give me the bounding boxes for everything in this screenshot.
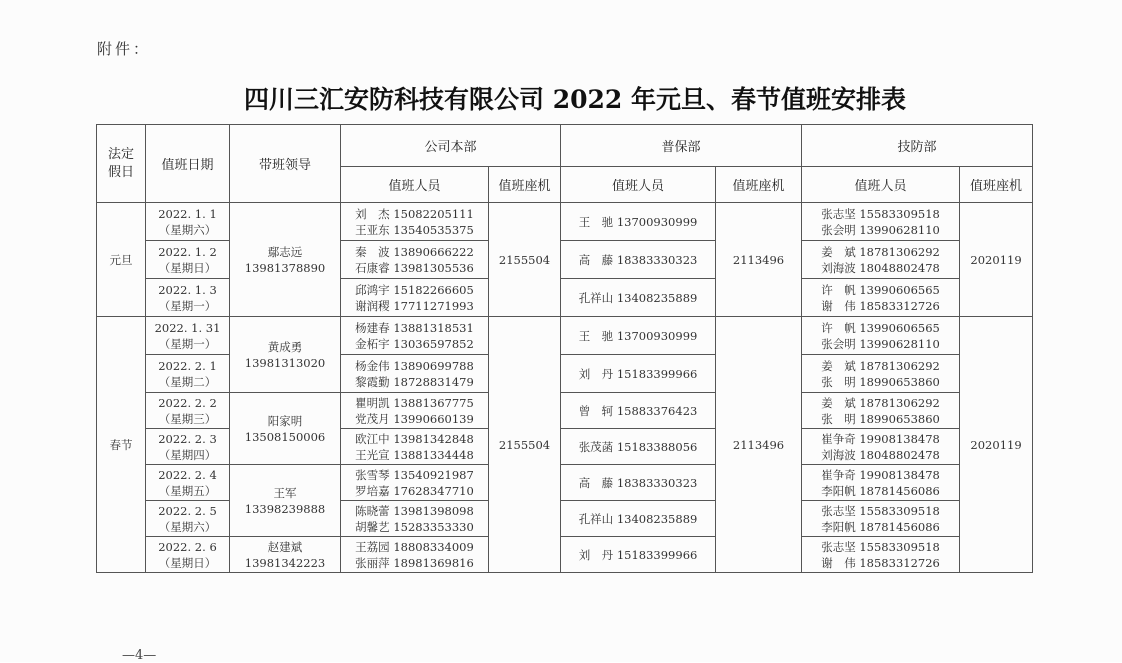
duty-date: 2022. 2. 3 （星期四） xyxy=(146,429,230,465)
header-row-1 xyxy=(97,125,1033,167)
hq-staff: 刘 杰 15082205111 王亚东 13540535375 xyxy=(341,203,489,241)
header-date: 值班日期 xyxy=(146,125,230,203)
leader-cell: 鄢志远 13981378890 xyxy=(230,203,341,317)
table-row xyxy=(97,393,1033,429)
header-hq: 公司本部 xyxy=(341,125,561,167)
duty-date: 2022. 2. 5 （星期六） xyxy=(146,501,230,537)
hq-staff: 王荔园 18808334009 张丽萍 18981369816 xyxy=(341,537,489,573)
header-pubao-phone: 值班座机 xyxy=(716,167,802,203)
pubao-phone: 2113496 xyxy=(716,203,802,317)
jifang-staff: 许 帆 13990606565 张会明 13990628110 xyxy=(802,317,960,355)
leader-cell: 赵建斌 13981342223 xyxy=(230,537,341,573)
jifang-staff: 许 帆 13990606565 谢 伟 18583312726 xyxy=(802,279,960,317)
jifang-phone: 2020119 xyxy=(960,203,1033,317)
hq-staff: 邱鸿宇 15182266605 谢润稷 17711271993 xyxy=(341,279,489,317)
holiday-yuandan: 元旦 xyxy=(97,203,146,317)
pubao-staff: 曾 轲 15883376423 xyxy=(561,393,716,429)
jifang-staff: 姜 斌 18781306292 张 明 18990653860 xyxy=(802,393,960,429)
attachment-label: 附件： xyxy=(97,40,152,58)
hq-staff: 杨金伟 13890699788 黎霞勤 18728831479 xyxy=(341,355,489,393)
header-pubao-staff: 值班人员 xyxy=(561,167,716,203)
pubao-staff: 高 藤 18383330323 xyxy=(561,241,716,279)
duty-date: 2022. 1. 3 （星期一） xyxy=(146,279,230,317)
hq-staff: 杨建春 13881318531 金柘宇 13036597852 xyxy=(341,317,489,355)
jifang-staff: 张志坚 15583309518 张会明 13990628110 xyxy=(802,203,960,241)
pubao-staff: 孔祥山 13408235889 xyxy=(561,501,716,537)
duty-date: 2022. 1. 1 （星期六） xyxy=(146,203,230,241)
pubao-phone: 2113496 xyxy=(716,317,802,573)
holiday-chunjie: 春节 xyxy=(97,317,146,573)
jifang-staff: 张志坚 15583309518 李阳帆 18781456086 xyxy=(802,501,960,537)
header-jifang-staff: 值班人员 xyxy=(802,167,960,203)
duty-date: 2022. 2. 6 （星期日） xyxy=(146,537,230,573)
duty-date: 2022. 1. 31 （星期一） xyxy=(146,317,230,355)
table-row xyxy=(97,203,1033,241)
hq-staff: 欧江中 13981342848 王光宣 13881334448 xyxy=(341,429,489,465)
document-title: 四川三汇安防科技有限公司 2022 年元旦、春节值班安排表 xyxy=(244,85,906,114)
table-row xyxy=(97,465,1033,501)
header-hq-phone: 值班座机 xyxy=(489,167,561,203)
header-hq-staff: 值班人员 xyxy=(341,167,489,203)
duty-date: 2022. 2. 4 （星期五） xyxy=(146,465,230,501)
header-holiday: 法定假日 xyxy=(97,125,146,203)
pubao-staff: 张茂菡 15183388056 xyxy=(561,429,716,465)
jifang-phone: 2020119 xyxy=(960,317,1033,573)
pubao-staff: 王 驰 13700930999 xyxy=(561,203,716,241)
jifang-staff: 张志坚 15583309518 谢 伟 18583312726 xyxy=(802,537,960,573)
hq-staff: 陈晓蕾 13981398098 胡馨艺 15283353330 xyxy=(341,501,489,537)
leader-cell: 阳家明 13508150006 xyxy=(230,393,341,465)
hq-staff: 秦 波 13890666222 石康睿 13981305536 xyxy=(341,241,489,279)
hq-staff: 张雪琴 13540921987 罗培嘉 17628347710 xyxy=(341,465,489,501)
jifang-staff: 姜 斌 18781306292 刘海波 18048802478 xyxy=(802,241,960,279)
jifang-staff: 姜 斌 18781306292 张 明 18990653860 xyxy=(802,355,960,393)
pubao-staff: 孔祥山 13408235889 xyxy=(561,279,716,317)
jifang-staff: 崔争奇 19908138478 李阳帆 18781456086 xyxy=(802,465,960,501)
duty-schedule-table xyxy=(96,124,1033,573)
leader-cell: 黄成勇 13981313020 xyxy=(230,317,341,393)
hq-phone: 2155504 xyxy=(489,203,561,317)
hq-staff: 瞿明凯 13881367775 党茂月 13990660139 xyxy=(341,393,489,429)
pubao-staff: 高 藤 18383330323 xyxy=(561,465,716,501)
header-jifang: 技防部 xyxy=(802,125,1033,167)
header-jifang-phone: 值班座机 xyxy=(960,167,1033,203)
duty-date: 2022. 1. 2 （星期日） xyxy=(146,241,230,279)
leader-cell: 王军 13398239888 xyxy=(230,465,341,537)
table-row xyxy=(97,537,1033,573)
duty-date: 2022. 2. 1 （星期二） xyxy=(146,355,230,393)
page-number: —4— xyxy=(122,648,157,663)
hq-phone: 2155504 xyxy=(489,317,561,573)
header-pubao: 普保部 xyxy=(561,125,802,167)
pubao-staff: 刘 丹 15183399966 xyxy=(561,355,716,393)
pubao-staff: 刘 丹 15183399966 xyxy=(561,537,716,573)
jifang-staff: 崔争奇 19908138478 刘海波 18048802478 xyxy=(802,429,960,465)
duty-date: 2022. 2. 2 （星期三） xyxy=(146,393,230,429)
table-row xyxy=(97,317,1033,355)
pubao-staff: 王 驰 13700930999 xyxy=(561,317,716,355)
header-leader: 带班领导 xyxy=(230,125,341,203)
